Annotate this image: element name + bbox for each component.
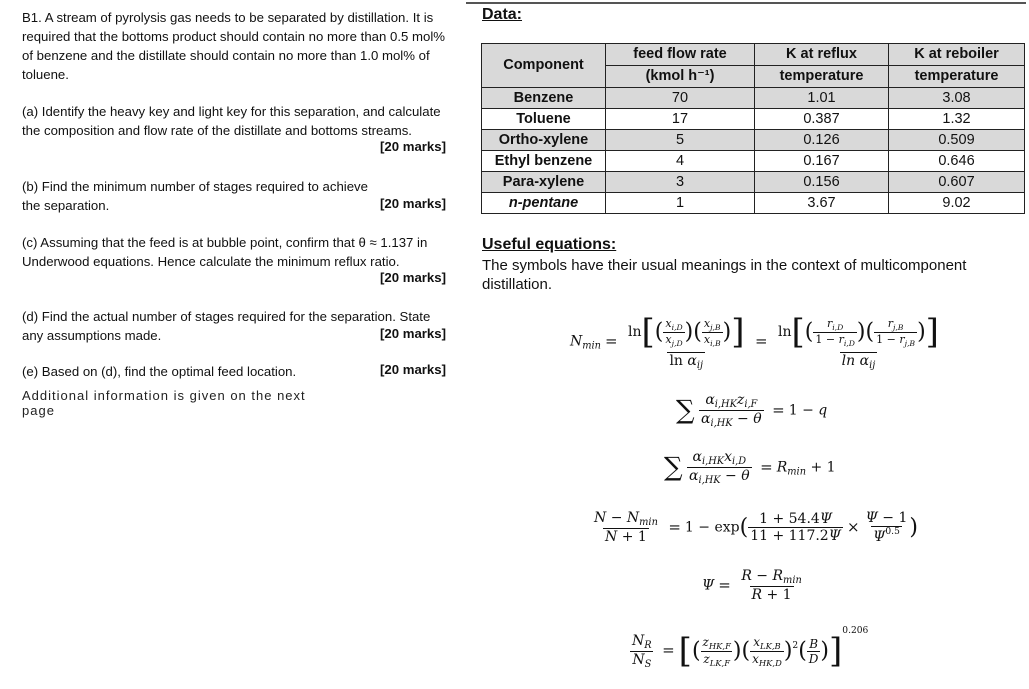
- component-name: Toluene: [482, 109, 606, 130]
- cutoff-text: Additional information is given on the next page: [22, 388, 306, 418]
- question-e: (e) Based on (d), find the optimal feed location.: [22, 364, 297, 379]
- k-reboiler-value: 0.646: [889, 151, 1025, 172]
- question-d: (d) Find the actual number of stages required for the separation. State any assumptions made.: [22, 309, 431, 343]
- feed-value: 4: [606, 151, 755, 172]
- table-row: [482, 109, 1025, 130]
- component-name: n-pentane: [482, 193, 606, 214]
- table-row: [482, 130, 1025, 151]
- k-reflux-value: 0.387: [755, 109, 889, 130]
- k-reflux-value: 1.01: [755, 88, 889, 109]
- table-row: [482, 172, 1025, 193]
- header-k-reflux: K at reflux: [755, 44, 889, 66]
- data-title: Data:: [482, 6, 523, 23]
- feed-value: 70: [606, 88, 755, 109]
- header-k-reboiler: K at reboiler: [889, 44, 1025, 66]
- fenske-equation: $N_{min}$ = ln[( $\frac{x_{i,D}}{x_{j,D}}$ )( $\frac{x_{j,B}}{x_{i,B}}$ )] $\ln \alpha_{ij}$ = ln[( $\frac{r_{i,D}}{1 - r_{i,D}}$ )( $\frac{r_{j,B}}{1 - r_{j,B}}$ )] $\ln \alpha_{ij}$: [570, 312, 939, 371]
- component-name: Benzene: [482, 88, 606, 109]
- feed-value: 3: [606, 172, 755, 193]
- feed-value: 17: [606, 109, 755, 130]
- marks-c: [20 marks]: [380, 270, 446, 285]
- marks-b: [20 marks]: [380, 196, 446, 211]
- marks-a: [20 marks]: [380, 139, 446, 154]
- useful-equations-intro: The symbols have their usual meanings in the context of multicomponent distillation.: [482, 257, 967, 293]
- question-c: (c) Assuming that the feed is at bubble point, confirm that θ ≈ 1.137 in Underwood equations. Hence calculate the minimum reflux ratio.: [22, 235, 428, 269]
- feed-value: 5: [606, 130, 755, 151]
- question-a: (a) Identify the heavy key and light key for this separation, and calculate the composition and flow rate of the distillate and bottoms streams.: [22, 104, 441, 138]
- k-reboiler-value: 0.607: [889, 172, 1025, 193]
- k-reflux-value: 0.167: [755, 151, 889, 172]
- k-reboiler-value: 9.02: [889, 193, 1025, 214]
- component-name: Ortho-xylene: [482, 130, 606, 151]
- question-b: (b) Find the minimum number of stages required to achieve the separation.: [22, 179, 368, 213]
- question-intro: B1. A stream of pyrolysis gas needs to be separated by distillation. It is required that the bottoms product should contain no more than 0.5 mol% of benzene and the distillate should contain no more than 1.0 mol% of toluene.: [22, 10, 445, 82]
- gilliland-equation: $\frac{N - N_{min}}{N + 1}$ = 1 − exp( $\frac{1 + 54.4\Psi}{11 + 117.2\Psi}$ × $\frac{\Psi - 1}{\Psi^{0.5}}$ ): [594, 510, 918, 545]
- underwood-equation-1: ∑ $\frac{\alpha_{i,HK}z_{i,F}}{\alpha_{i,HK} - \theta}$ = 1 − q: [676, 392, 828, 429]
- k-reflux-value: 3.67: [755, 193, 889, 214]
- feed-value: 1: [606, 193, 755, 214]
- header-k-reflux-2: temperature: [755, 66, 889, 88]
- k-reboiler-value: 1.32: [889, 109, 1025, 130]
- k-reflux-value: 0.156: [755, 172, 889, 193]
- kirkbride-equation: $\frac{N_R}{N_S}$ = [( $\frac{z_{HK,F}}{z_{LK,F}}$ )( $\frac{x_{LK,B}}{x_{HK,D}}$ )$^2$( $\frac{B}{D}$ )]$^{0.206}$: [632, 626, 869, 671]
- table-row: [482, 88, 1025, 109]
- data-table: [481, 43, 1025, 214]
- k-reflux-value: 0.126: [755, 130, 889, 151]
- header-feed: feed flow rate: [606, 44, 755, 66]
- table-row: [482, 151, 1025, 172]
- component-name: Ethyl benzene: [482, 151, 606, 172]
- k-reboiler-value: 0.509: [889, 130, 1025, 151]
- marks-d: [20 marks]: [380, 326, 446, 341]
- underwood-equation-2: ∑ $\frac{\alpha_{i,HK}x_{i,D}}{\alpha_{i,HK} - \theta}$ = $R_{min} + 1$: [664, 449, 836, 486]
- header-component: Component: [482, 44, 606, 88]
- section-divider: [466, 2, 1026, 4]
- component-name: Para-xylene: [482, 172, 606, 193]
- useful-equations-title: Useful equations:: [482, 236, 617, 253]
- marks-e: [20 marks]: [380, 362, 446, 377]
- psi-equation: Ψ = $\frac{R - R_{min}}{R + 1}$: [702, 568, 802, 603]
- header-feed-units: (kmol h⁻¹): [606, 66, 755, 88]
- k-reboiler-value: 3.08: [889, 88, 1025, 109]
- header-k-reboiler-2: temperature: [889, 66, 1025, 88]
- table-row: [482, 193, 1025, 214]
